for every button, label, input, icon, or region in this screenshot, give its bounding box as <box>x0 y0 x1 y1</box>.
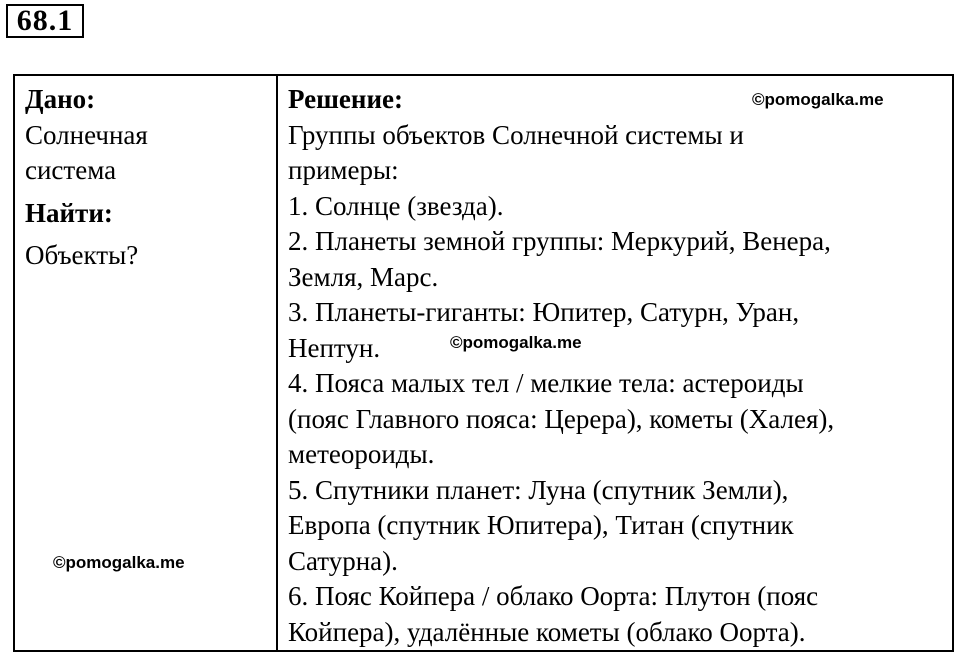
solution-line: Группы объектов Солнечной системы и <box>288 119 744 150</box>
solution-column <box>288 82 948 650</box>
given-heading: Дано: <box>25 84 96 114</box>
solution-line: 4. Пояса малых тел / мелкие тела: астероиды <box>288 368 804 398</box>
solution-line: 6. Пояс Койпера / облако Оорта: Плутон (пояс <box>288 581 819 611</box>
given-column <box>25 82 270 274</box>
solution-line: примеры: <box>288 155 399 185</box>
solution-heading: Решение: <box>288 84 403 114</box>
column-divider <box>276 76 278 650</box>
given-line: система <box>25 155 117 185</box>
solution-line: 2. Планеты земной группы: Меркурий, Венера, <box>288 226 831 256</box>
problem-number: 68.1 <box>6 4 84 38</box>
given-line: Солнечная <box>25 119 148 150</box>
solution-line: 1. Солнце (звезда). <box>288 190 504 221</box>
find-line: Объекты? <box>25 240 139 270</box>
solution-line: Нептун. <box>288 332 381 363</box>
solution-line: Койпера), удалённые кометы (облако Оорта). <box>288 616 806 647</box>
solution-line: 3. Планеты-гиганты: Юпитер, Сатурн, Уран, <box>288 297 800 327</box>
watermark: ©pomogalka.me <box>450 333 582 352</box>
solution-line: (пояс Главного пояса: Церера), кометы (Халея), <box>288 403 835 434</box>
solution-line: Европа (спутник Юпитера), Титан (спутник <box>288 510 794 540</box>
solution-line: Сатурна). <box>288 545 398 576</box>
solution-line: 5. Спутники планет: Луна (спутник Земли), <box>288 474 789 505</box>
solution-line: Земля, Марс. <box>288 261 439 292</box>
find-heading: Найти: <box>25 197 113 228</box>
solution-line: метеороиды. <box>288 439 435 469</box>
watermark: ©pomogalka.me <box>752 90 884 109</box>
watermark: ©pomogalka.me <box>53 553 185 572</box>
